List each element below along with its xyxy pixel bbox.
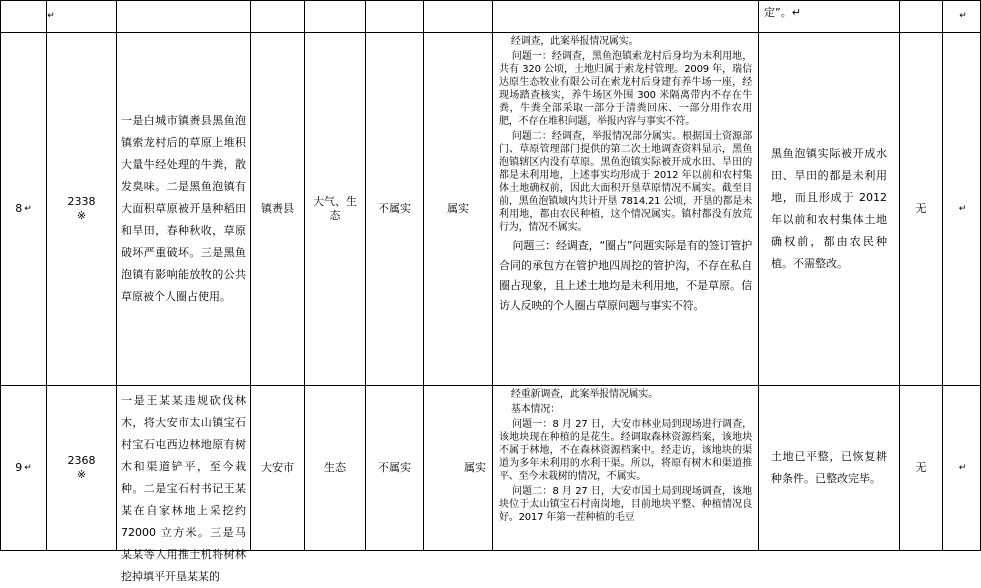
accountable-cell xyxy=(900,386,942,550)
complaint-text: 一是王某某违规砍伐林木，将大安市太山镇宝石村宝石屯西边林地原有树木和渠道铲平，至今栽种。二是宝石村书记王某某在自家林地上采挖约 72000 立方米。三是马某某等人用推土机将树林挖掉填平开垦某某的 xyxy=(121,394,246,583)
pollution-type-cell xyxy=(305,386,365,550)
return-mark-icon: ↵ xyxy=(959,11,967,21)
return-mark-icon: ↵ xyxy=(958,463,967,473)
verified-value: 属实 xyxy=(464,461,486,474)
district: 大安市 xyxy=(261,461,294,474)
investigation-para: 问题一：经调查，黑鱼泡镇索龙村后身均为未利用地，共有 320 公顷，土地归属于索龙村管理。2009 年，瑞信达原生态牧业有限公司在索龙村后身建有养牛场一座，经现场踏查核实，养牛场区外围 300 米隔离带内不存在牛粪，牛粪全部采取一部分于清粪回床、一部分用作农用肥，不存在堆积问题，举报内容与事实不符。 xyxy=(499,51,753,127)
complaint-cell xyxy=(117,33,250,385)
accountable-cell xyxy=(900,33,942,385)
key-case-cell xyxy=(366,33,423,385)
result-text: 土地已平整，已恢复耕种条件。已整改完毕。 xyxy=(771,450,887,485)
investigation-cell xyxy=(493,33,758,385)
district: 镇赉县 xyxy=(261,202,294,215)
investigation-para: 经调查，此案举报情况属实。 xyxy=(499,36,639,47)
key-mark: ※ xyxy=(76,209,87,222)
investigation-para: 问题三：经调查，“圈占”问题实际是有的签订管护合同的承包方在管护地四周挖的管护沟，不存在私自圈占现象，且上述土地均是未利用地，不是草原。信访人反映的个人圈占草原问题与事实不符。 xyxy=(499,239,753,312)
row-number-cell xyxy=(1,386,46,550)
return-mark-icon: ↵ xyxy=(24,463,32,473)
key-case-value: 不属实 xyxy=(378,202,411,215)
verified-value: 属实 xyxy=(447,202,469,215)
investigation-para: 基本情况： xyxy=(499,404,560,415)
pollution-type: 生态 xyxy=(324,461,346,474)
return-mark-icon: ↵ xyxy=(958,204,967,214)
investigation-para: 问题二：8 月 27 日，大安市国土局到现场调查，该地块位于太山镇宝石村南岗地，目前地块平整、种植情况良好。2017 年第一茬种植的毛豆 xyxy=(499,486,752,523)
result-cell xyxy=(759,386,899,550)
table-top-border xyxy=(0,0,981,1)
row-number-cell xyxy=(1,33,46,385)
key-case-cell xyxy=(366,386,423,550)
complaint-cell xyxy=(117,390,250,583)
pollution-type: 大气、生态 xyxy=(313,195,357,222)
result-cell xyxy=(759,33,899,385)
accountable-value: 无 xyxy=(915,461,927,474)
key-mark: ※ xyxy=(76,468,87,481)
investigation-cell xyxy=(493,386,758,550)
complaint-text: 一是白城市镇赉县黑鱼泡镇索龙村后的草原上堆积大量牛经处理的牛粪，散发臭味。二是黑鱼泡镇有大面积草原被开垦种稻田和旱田，春种秋收，草原破坏严重破坏。三是黑鱼泡镇有影响能放牧的公共草原被个人圈占使用。 xyxy=(121,114,246,303)
return-mark-icon: ↵ xyxy=(24,204,32,214)
pollution-type-cell xyxy=(305,33,365,385)
case-id-cell xyxy=(47,386,116,550)
row-number: 9 xyxy=(15,461,23,474)
district-cell xyxy=(251,386,304,550)
district-cell xyxy=(251,33,304,385)
case-id: 2368 xyxy=(67,454,96,467)
key-case-value: 不属实 xyxy=(378,461,411,474)
case-id: 2338 xyxy=(67,195,96,208)
verified-cell xyxy=(424,386,492,550)
case-id-cell xyxy=(47,33,116,385)
result-text: 黑鱼泡镇实际被开成水田、旱田的都是未利用地，而且形成于 2012 年以前和农村集体土地确权前，都由农民种植。不需整改。 xyxy=(771,147,887,270)
return-mark-icon: ↵ xyxy=(47,11,55,21)
previous-row-result-tail: 定”。↵ xyxy=(764,6,801,19)
investigation-para: 问题二：经调查，举报情况部分属实。根据国土资源部门、草原管理部门提供的第二次土地调查资料显示，黑鱼泡镇辖区内没有草原。黑鱼泡镇实际被开成水田、旱田的都是未利用地，上述事实均形成于 2012 年以前和农村集体土地确权前，因此大面积开垦草原情况不属实。截至目前，黑鱼泡镇域内共计开垦 7814.21 公顷，开垦的都是未利用地，都由农民种植，这个情况属实。镇村都没有放荒行为，情况不属实。 xyxy=(499,131,753,233)
verified-cell xyxy=(424,33,492,385)
investigation-para: 经重新调查，此案举报情况属实。 xyxy=(499,389,658,400)
investigation-para: 问题一：8 月 27 日，大安市林业局到现场进行调查，该地块现在种植的是花生。经调取森林资源档案，该地块不属于林地，不在森林资源档案中。经走访，该地块的渠道为多年未利用的水利干渠。所以，将原有树木和渠道推平、至今未栽树的情况，不属实。 xyxy=(499,419,752,482)
row-number: 8 xyxy=(15,202,23,215)
accountable-value: 无 xyxy=(915,202,927,215)
